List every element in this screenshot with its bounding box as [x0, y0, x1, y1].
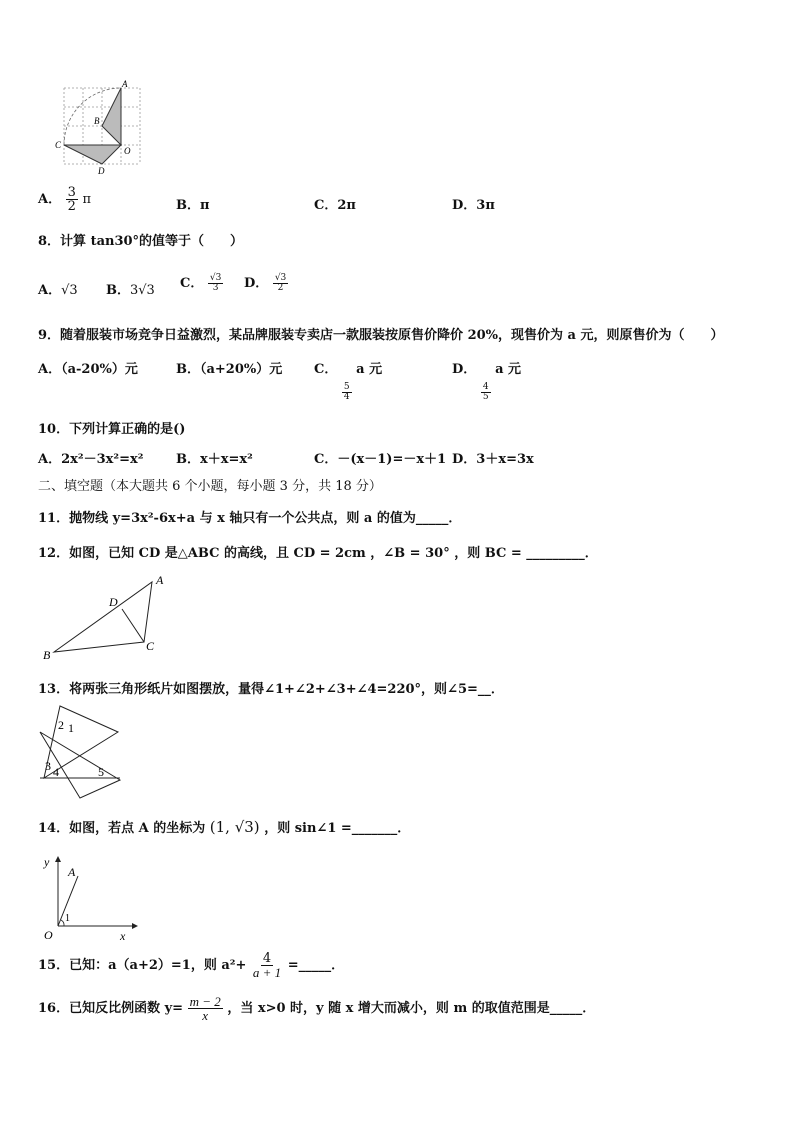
q16-text-pre: 16．已知反比例函数 y=: [38, 1001, 184, 1016]
q8-stem: 8．计算 tan30°的值等于（ ）: [38, 234, 244, 249]
q14-text-post: ，则 sin∠1 =_______．: [264, 821, 411, 836]
q7-option-a: [38, 186, 91, 213]
q7-option-b: B．π: [176, 198, 210, 213]
q11-text: 11．抛物线 y=3x²-6x+a 与 x 轴只有一个公共点，则 a 的值为_____．: [38, 511, 462, 526]
fig7-label-a: A: [122, 80, 128, 89]
q15-text: [38, 952, 344, 979]
q8-option-c-denominator: 3: [212, 283, 219, 293]
q8-option-b-value: 3√3: [130, 283, 155, 298]
q12-label-b: B: [43, 648, 51, 662]
q13-angle-5: 5: [98, 765, 104, 779]
q8-option-a: [38, 279, 78, 298]
q12-text: 12．如图，已知 CD 是△ABC 的高线，且 CD = 2cm ，∠B = 30° ，则 BC = _________．: [38, 546, 598, 561]
q9-option-c: [314, 358, 382, 402]
q9-option-c-denominator: 4: [343, 392, 350, 402]
q10-option-d: D．3＋x=3x: [452, 452, 534, 467]
q9-option-c-numerator: 5: [343, 382, 350, 392]
fig7-label-b: B: [94, 116, 100, 126]
q7-option-d: D．3π: [452, 198, 495, 213]
q13-angle-1: 1: [68, 721, 74, 735]
q9-option-c-tail: a 元: [356, 362, 383, 377]
q14-point-a-label: A: [68, 865, 76, 879]
q13-angle-2: 2: [58, 718, 64, 732]
q13-angle-3: 3: [45, 759, 51, 773]
q12-label-d: D: [109, 595, 118, 609]
q9-option-d: [452, 358, 521, 402]
q9-stem: 9．随着服装市场竞争日益激烈，某品牌服装专卖店一款服装按原售价降价 20%，现售价为 a 元，则原售价为（ ）: [38, 328, 724, 343]
q10-stem: 10．下列计算正确的是(): [38, 422, 186, 437]
q14-text-pre: 14．如图，若点 A 的坐标为: [38, 821, 206, 836]
q9-option-b: B．（a+20%）元: [176, 362, 283, 377]
q10-option-a: A．2x²－3x²=x²: [38, 452, 144, 467]
q7-option-a-letter: A．: [38, 192, 62, 207]
q12-triangle-figure: [40, 570, 175, 662]
q9-option-d-letter: D．: [452, 362, 477, 377]
q8-option-a-value: √3: [61, 283, 78, 298]
q7-option-a-symbol: π: [82, 192, 91, 207]
q10-option-c: C．－(x－1)=－x＋1: [314, 452, 447, 467]
q14-axis-x-label: x: [120, 929, 126, 942]
q8-option-d: [244, 272, 288, 293]
q14-angle-1-label: 1: [65, 913, 70, 924]
q14-origin-label: O: [44, 928, 53, 942]
q8-option-c-letter: C．: [180, 276, 204, 291]
q9-option-c-letter: C．: [314, 362, 338, 377]
q7-option-a-denominator: 2: [67, 199, 76, 214]
q7-option-a-numerator: 3: [67, 185, 76, 200]
q15-numerator: 4: [262, 951, 272, 966]
q16-denominator: x: [202, 1008, 209, 1023]
q13-text: 13．将两张三角形纸片如图摆放，量得∠1+∠2+∠3+∠4=220°，则∠5=__．: [38, 682, 504, 697]
q8-option-c-numerator: √3: [209, 273, 222, 283]
q8-option-b: [106, 279, 155, 298]
q13-two-triangles-figure: [36, 702, 126, 802]
q9-option-a: A．（a-20%）元: [38, 362, 138, 377]
q7-option-c: C．2π: [314, 198, 356, 213]
q9-option-d-tail: a 元: [495, 362, 522, 377]
q9-option-d-denominator: 5: [482, 392, 489, 402]
q15-text-post: =_____．: [287, 958, 345, 973]
q8-option-a-letter: A．: [38, 283, 62, 298]
q13-angle-4: 4: [53, 765, 59, 779]
q8-option-d-letter: D．: [244, 276, 269, 291]
q7-grid-figure: [52, 80, 148, 178]
q8-option-d-denominator: 2: [277, 283, 284, 293]
q10-option-b: B．x＋x=x²: [176, 452, 253, 467]
q14-axis-y-label: y: [44, 855, 50, 869]
q8-option-d-numerator: √3: [274, 273, 287, 283]
fig7-label-c: C: [55, 140, 62, 150]
q16-numerator: m − 2: [189, 994, 221, 1009]
q14-coordinate-figure: [40, 852, 140, 942]
q14-coordinate: (1, √3): [209, 818, 260, 836]
q14-text: [38, 817, 410, 836]
section-2-heading: 二、填空题（本大题共 6 个小题，每小题 3 分，共 18 分）: [38, 479, 382, 494]
fig7-label-o: O: [124, 146, 131, 156]
q15-text-pre: 15．已知：a（a+2）=1，则 a²+: [38, 958, 247, 973]
q8-option-b-letter: B．: [106, 283, 130, 298]
q15-denominator: a + 1: [252, 965, 282, 980]
q12-label-a: A: [156, 573, 164, 587]
q16-text: [38, 995, 595, 1022]
q12-label-c: C: [146, 639, 155, 653]
q9-option-d-numerator: 4: [482, 382, 489, 392]
fig7-label-d: D: [98, 166, 105, 176]
q16-text-post: ，当 x>0 时，y 随 x 增大而减小，则 m 的取值范围是_____．: [227, 1001, 596, 1016]
q8-option-c: [180, 272, 223, 293]
